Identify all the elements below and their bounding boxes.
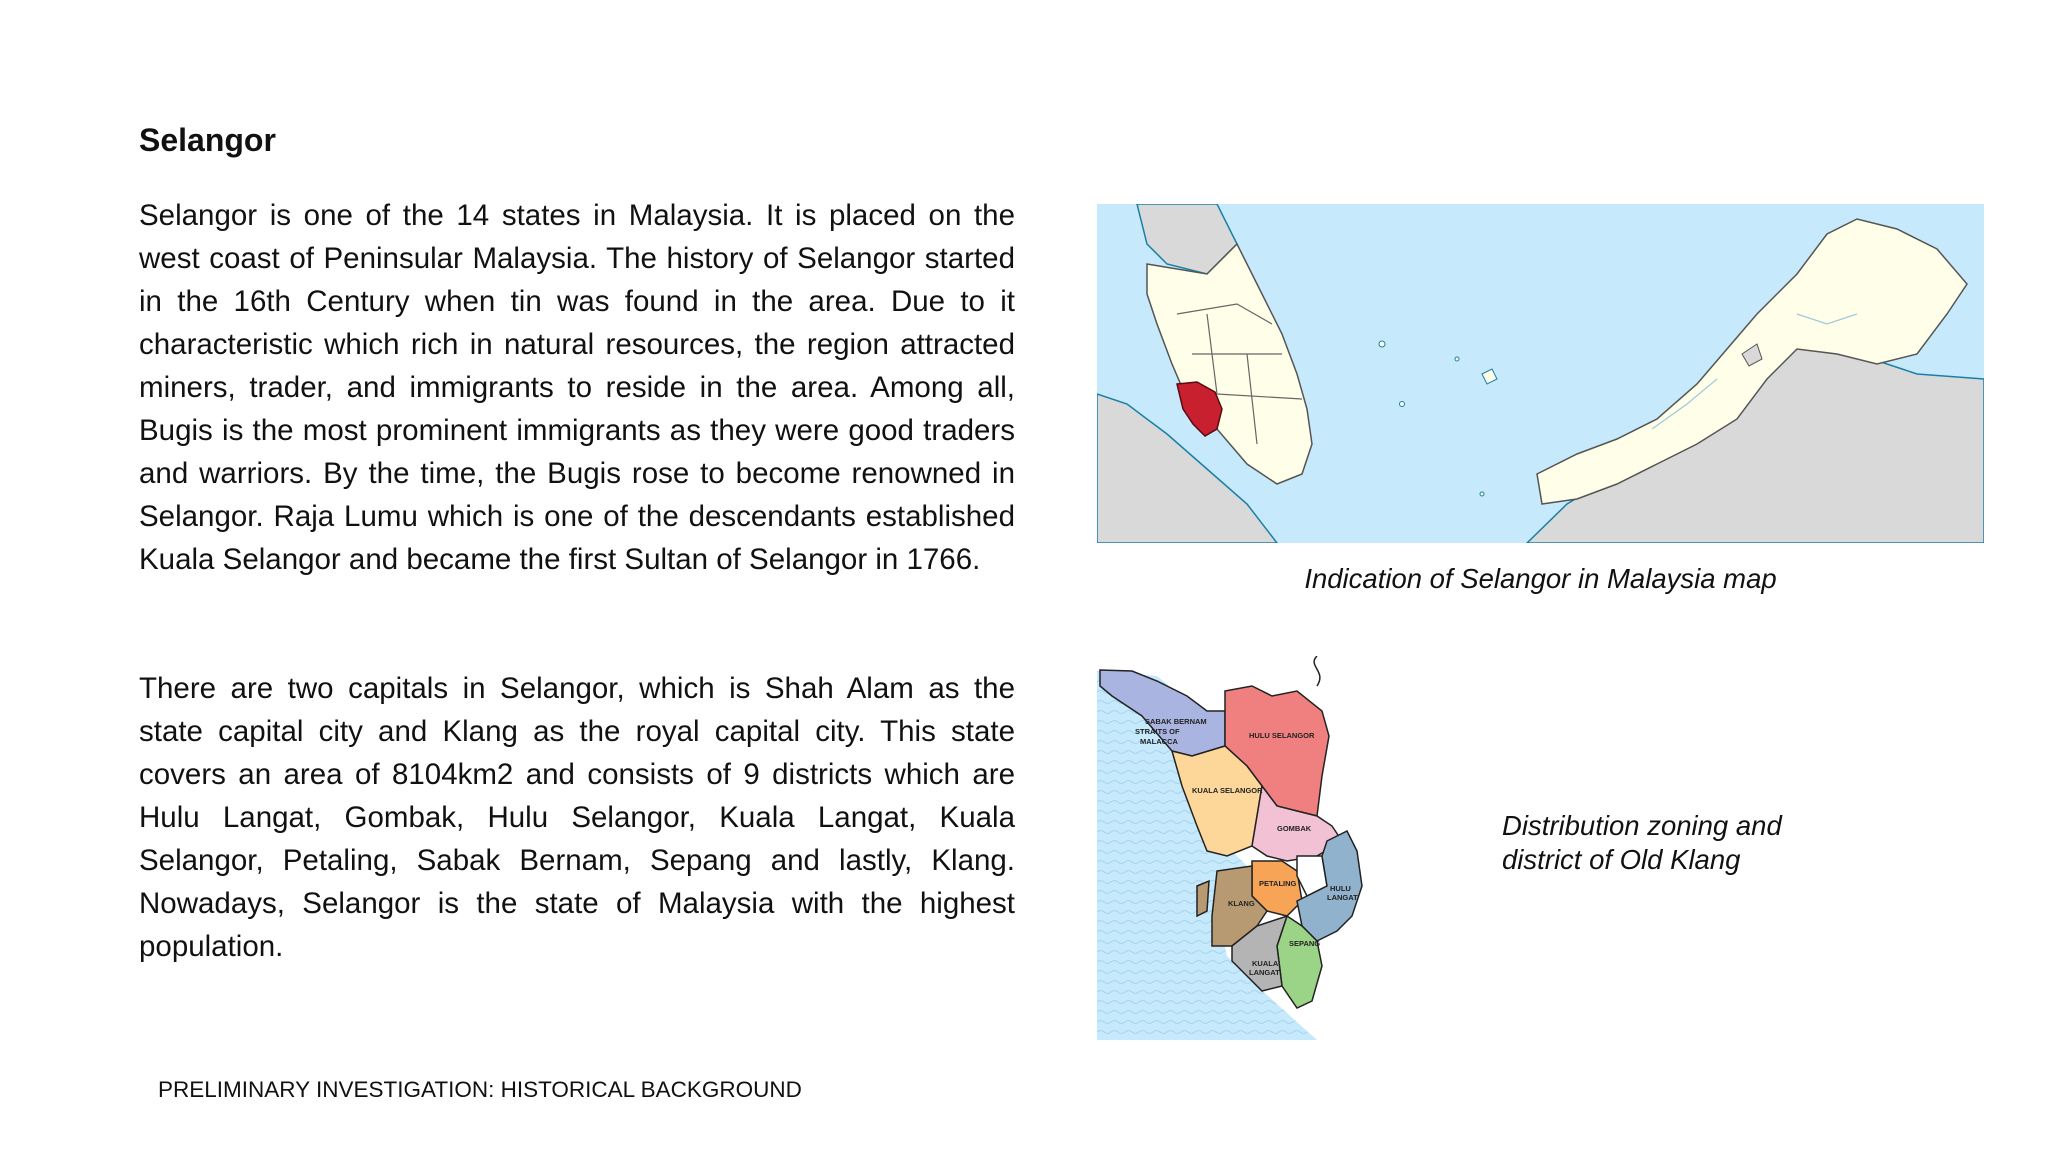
- label-kuala-langat-2: LANGAT: [1249, 968, 1280, 977]
- selangor-district-map: [1097, 656, 1465, 1040]
- malaysia-map-caption: Indication of Selangor in Malaysia map: [1304, 563, 1777, 594]
- label-kuala-langat-1: KUALA: [1252, 959, 1279, 968]
- label-gombak: GOMBAK: [1277, 824, 1312, 833]
- label-sabak-bernam: SABAK BERNAM: [1145, 717, 1207, 726]
- footer-section-label: PRELIMINARY INVESTIGATION: HISTORICAL BACKGROUND: [158, 1077, 802, 1102]
- label-straits-1: STRAITS OF: [1135, 727, 1180, 736]
- label-hulu-langat-1: HULU: [1330, 884, 1351, 893]
- label-hulu-langat-2: LANGAT: [1327, 893, 1358, 902]
- label-klang: KLANG: [1228, 899, 1255, 908]
- label-sepang: SEPANG: [1289, 939, 1321, 948]
- district-map-caption: Distribution zoning and district of Old Klang: [1502, 810, 1782, 875]
- section-heading: Selangor: [139, 122, 276, 158]
- intro-paragraph: Selangor is one of the 14 states in Malaysia. It is placed on the west coast of Peninsular Malaysia. The history of Selangor started in the 16th Century when tin was found in the area. Due to it characteristic which rich in natural resources, the region attracted miners, trader, and immigrants to reside in the area. Among all, Bugis is the most prominent immigrants as they were good traders and warriors. By the time, the Bugis rose to become renowned in Selangor. Raja Lumu which is one of the descendants established Kuala Selangor and became the first Sultan of Selangor in 1766.: [139, 199, 1015, 576]
- label-straits-2: MALACCA: [1140, 737, 1178, 746]
- label-hulu-selangor: HULU SELANGOR: [1249, 731, 1315, 740]
- label-petaling: PETALING: [1259, 879, 1297, 888]
- label-kuala-selangor: KUALA SELANGOR: [1192, 786, 1263, 795]
- capitals-paragraph: There are two capitals in Selangor, which is Shah Alam as the state capital city and Klang as the royal capital city. This state covers an area of 8104km2 and consists of 9 districts which are Hulu Langat, Gombak, Hulu Selangor, Kuala Langat, Kuala Selangor, Petaling, Sabak Bernam, Sepang and lastly, Klang. Nowadays, Selangor is the state of Malaysia with the highest population.: [139, 672, 1015, 963]
- malaysia-map: [1097, 204, 1984, 543]
